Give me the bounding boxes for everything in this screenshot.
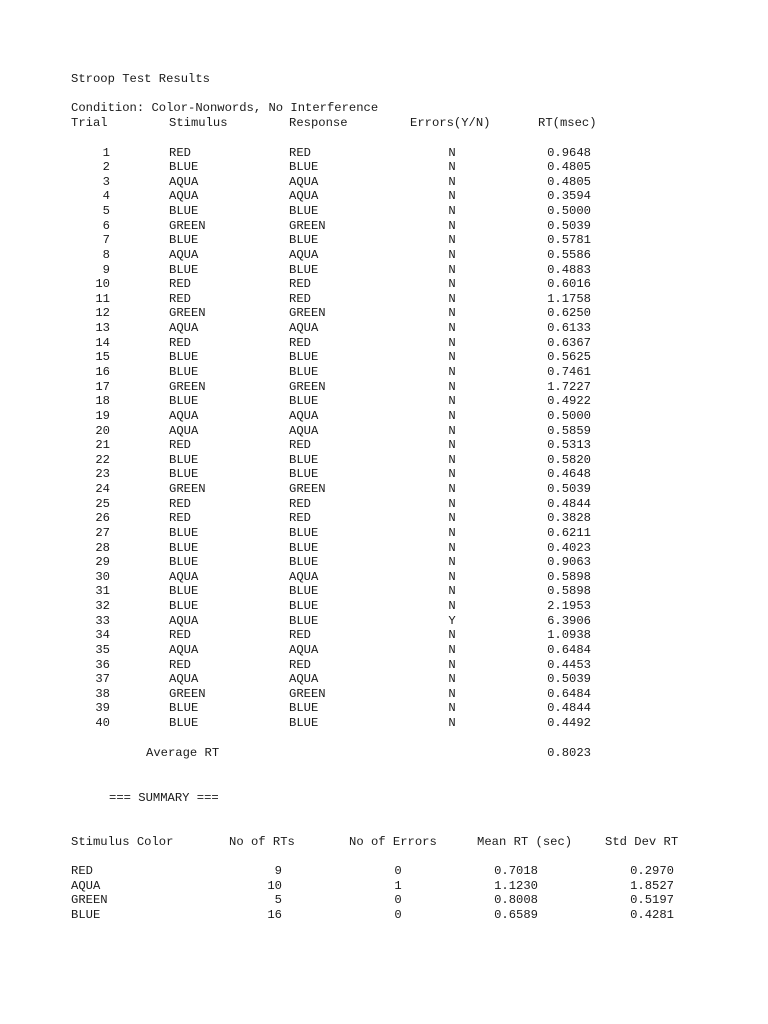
reaction-time: 0.6016 bbox=[547, 277, 591, 292]
error-flag: N bbox=[448, 247, 456, 262]
trial-number: 6 bbox=[102, 218, 110, 233]
stimulus-color: AQUA bbox=[169, 174, 199, 189]
trial-number: 8 bbox=[102, 247, 110, 262]
condition-label: Condition: Color-Nonwords, No Interference bbox=[71, 101, 379, 115]
trial-number: 7 bbox=[102, 233, 110, 248]
response-color: AQUA bbox=[289, 321, 319, 336]
summary-mean: 0.6589 bbox=[494, 907, 538, 922]
stimulus-color: AQUA bbox=[169, 569, 199, 584]
response-color: BLUE bbox=[289, 394, 319, 409]
reaction-time: 0.5000 bbox=[547, 204, 591, 218]
response-color: RED bbox=[289, 277, 311, 292]
error-flag: Y bbox=[448, 613, 456, 628]
error-flag: N bbox=[448, 306, 456, 321]
trial-number: 23 bbox=[95, 467, 110, 482]
response-color: BLUE bbox=[289, 204, 319, 218]
response-color: BLUE bbox=[289, 350, 319, 365]
stimulus-color: BLUE bbox=[169, 540, 199, 555]
error-flag: N bbox=[448, 365, 456, 379]
stimulus-color: RED bbox=[169, 291, 191, 306]
header-trial: Trial bbox=[71, 116, 108, 130]
reaction-time: 0.6484 bbox=[547, 686, 591, 701]
error-flag: N bbox=[448, 394, 456, 409]
trial-number: 35 bbox=[95, 642, 110, 657]
stimulus-color: GREEN bbox=[169, 306, 206, 321]
response-color: AQUA bbox=[289, 408, 319, 423]
error-flag: N bbox=[448, 584, 456, 599]
average-label: Average RT bbox=[146, 746, 220, 760]
stimulus-color: BLUE bbox=[169, 525, 199, 540]
error-flag: N bbox=[448, 540, 456, 555]
response-color: RED bbox=[289, 438, 311, 453]
response-color: BLUE bbox=[289, 555, 319, 570]
trial-number: 24 bbox=[95, 482, 110, 496]
summary-heading: === SUMMARY === bbox=[109, 791, 219, 805]
error-flag: N bbox=[448, 482, 456, 496]
error-flag: N bbox=[448, 160, 456, 175]
trial-number: 18 bbox=[95, 394, 110, 409]
stimulus-color: BLUE bbox=[169, 204, 199, 218]
response-color: AQUA bbox=[289, 672, 319, 687]
summary-errors: 0 bbox=[394, 907, 402, 922]
error-flag: N bbox=[448, 233, 456, 248]
error-flag: N bbox=[448, 321, 456, 336]
trial-number: 11 bbox=[95, 291, 110, 306]
reaction-time: 0.4492 bbox=[547, 716, 591, 731]
stimulus-color: RED bbox=[169, 628, 191, 643]
summary-errors: 0 bbox=[394, 864, 402, 878]
error-flag: N bbox=[448, 511, 456, 526]
summary-color: GREEN bbox=[71, 893, 108, 908]
response-color: AQUA bbox=[289, 174, 319, 189]
header-rt: RT(msec) bbox=[538, 116, 597, 130]
summary-rts: 16 bbox=[267, 907, 282, 922]
stimulus-color: BLUE bbox=[169, 394, 199, 409]
stimulus-color: BLUE bbox=[169, 555, 199, 570]
summary-header-mean: Mean RT (sec) bbox=[477, 835, 573, 849]
error-flag: N bbox=[448, 277, 456, 292]
response-color: BLUE bbox=[289, 613, 319, 628]
stimulus-color: RED bbox=[169, 438, 191, 453]
trial-number: 26 bbox=[95, 511, 110, 526]
error-flag: N bbox=[448, 599, 456, 613]
error-flag: N bbox=[448, 467, 456, 482]
reaction-time: 0.5820 bbox=[547, 452, 591, 467]
trial-number: 37 bbox=[95, 672, 110, 687]
error-flag: N bbox=[448, 452, 456, 467]
summary-errors: 0 bbox=[394, 893, 402, 908]
response-color: AQUA bbox=[289, 189, 319, 204]
summary-mean: 0.8008 bbox=[494, 893, 538, 908]
summary-header-rts: No of RTs bbox=[229, 835, 295, 849]
response-color: RED bbox=[289, 145, 311, 160]
summary-header-color: Stimulus Color bbox=[71, 835, 174, 849]
reaction-time: 2.1953 bbox=[547, 599, 591, 613]
trial-number: 34 bbox=[95, 628, 110, 643]
stimulus-color: RED bbox=[169, 145, 191, 160]
response-color: RED bbox=[289, 496, 311, 511]
response-color: BLUE bbox=[289, 701, 319, 716]
stimulus-color: BLUE bbox=[169, 599, 199, 613]
summary-mean: 1.1230 bbox=[494, 878, 538, 893]
response-color: GREEN bbox=[289, 482, 326, 496]
trial-number: 19 bbox=[95, 408, 110, 423]
reaction-time: 0.5781 bbox=[547, 233, 591, 248]
stimulus-color: BLUE bbox=[169, 365, 199, 379]
stimulus-color: BLUE bbox=[169, 160, 199, 175]
error-flag: N bbox=[448, 335, 456, 350]
header-errors: Errors(Y/N) bbox=[410, 116, 491, 130]
trial-number: 29 bbox=[95, 555, 110, 570]
stimulus-color: GREEN bbox=[169, 482, 206, 496]
reaction-time: 0.4805 bbox=[547, 160, 591, 175]
response-color: GREEN bbox=[289, 686, 326, 701]
response-color: RED bbox=[289, 657, 311, 672]
error-flag: N bbox=[448, 496, 456, 511]
stimulus-color: RED bbox=[169, 496, 191, 511]
reaction-time: 0.4648 bbox=[547, 467, 591, 482]
trial-number: 10 bbox=[95, 277, 110, 292]
trial-number: 15 bbox=[95, 350, 110, 365]
reaction-time: 0.5625 bbox=[547, 350, 591, 365]
error-flag: N bbox=[448, 189, 456, 204]
reaction-time: 0.5586 bbox=[547, 247, 591, 262]
reaction-time: 1.7227 bbox=[547, 379, 591, 394]
summary-header-sd: Std Dev RT bbox=[605, 835, 679, 849]
summary-errors: 1 bbox=[394, 878, 402, 893]
stimulus-color: AQUA bbox=[169, 189, 199, 204]
error-flag: N bbox=[448, 145, 456, 160]
reaction-time: 0.6133 bbox=[547, 321, 591, 336]
reaction-time: 0.5898 bbox=[547, 584, 591, 599]
response-color: GREEN bbox=[289, 218, 326, 233]
summary-sd: 0.4281 bbox=[630, 907, 674, 922]
response-color: BLUE bbox=[289, 233, 319, 248]
trial-number: 5 bbox=[102, 204, 110, 218]
stimulus-color: BLUE bbox=[169, 584, 199, 599]
error-flag: N bbox=[448, 628, 456, 643]
error-flag: N bbox=[448, 350, 456, 365]
reaction-time: 0.4023 bbox=[547, 540, 591, 555]
trial-number: 33 bbox=[95, 613, 110, 628]
trial-number: 1 bbox=[102, 145, 110, 160]
stimulus-color: RED bbox=[169, 335, 191, 350]
average-value: 0.8023 bbox=[547, 746, 591, 760]
trial-number: 30 bbox=[95, 569, 110, 584]
response-color: BLUE bbox=[289, 262, 319, 277]
stimulus-color: AQUA bbox=[169, 672, 199, 687]
response-color: GREEN bbox=[289, 379, 326, 394]
response-color: RED bbox=[289, 335, 311, 350]
error-flag: N bbox=[448, 204, 456, 218]
reaction-time: 0.5313 bbox=[547, 438, 591, 453]
response-color: BLUE bbox=[289, 716, 319, 731]
response-color: BLUE bbox=[289, 525, 319, 540]
trial-number: 40 bbox=[95, 716, 110, 731]
stimulus-color: AQUA bbox=[169, 613, 199, 628]
reaction-time: 0.9063 bbox=[547, 555, 591, 570]
reaction-time: 1.0938 bbox=[547, 628, 591, 643]
summary-sd: 0.2970 bbox=[630, 864, 674, 878]
stimulus-color: BLUE bbox=[169, 716, 199, 731]
trial-number: 27 bbox=[95, 525, 110, 540]
response-color: BLUE bbox=[289, 452, 319, 467]
reaction-time: 0.3594 bbox=[547, 189, 591, 204]
stimulus-color: AQUA bbox=[169, 321, 199, 336]
error-flag: N bbox=[448, 218, 456, 233]
error-flag: N bbox=[448, 672, 456, 687]
stimulus-color: GREEN bbox=[169, 379, 206, 394]
summary-rts: 5 bbox=[274, 893, 282, 908]
trial-number: 17 bbox=[95, 379, 110, 394]
trial-number: 13 bbox=[95, 321, 110, 336]
summary-header-errors: No of Errors bbox=[349, 835, 437, 849]
document-title: Stroop Test Results bbox=[71, 72, 210, 86]
stimulus-color: AQUA bbox=[169, 408, 199, 423]
stimulus-color: GREEN bbox=[169, 218, 206, 233]
trial-number: 9 bbox=[102, 262, 110, 277]
reaction-time: 0.4453 bbox=[547, 657, 591, 672]
error-flag: N bbox=[448, 408, 456, 423]
trial-number: 21 bbox=[95, 438, 110, 453]
summary-mean: 0.7018 bbox=[494, 864, 538, 878]
header-stimulus: Stimulus bbox=[169, 116, 228, 130]
trial-number: 25 bbox=[95, 496, 110, 511]
reaction-time: 1.1758 bbox=[547, 291, 591, 306]
response-color: BLUE bbox=[289, 599, 319, 613]
reaction-time: 0.3828 bbox=[547, 511, 591, 526]
stimulus-color: RED bbox=[169, 511, 191, 526]
reaction-time: 0.4844 bbox=[547, 496, 591, 511]
error-flag: N bbox=[448, 569, 456, 584]
stimulus-color: BLUE bbox=[169, 701, 199, 716]
stimulus-color: RED bbox=[169, 277, 191, 292]
reaction-time: 0.9648 bbox=[547, 145, 591, 160]
reaction-time: 0.6211 bbox=[547, 525, 591, 540]
reaction-time: 0.4922 bbox=[547, 394, 591, 409]
trial-number: 38 bbox=[95, 686, 110, 701]
response-color: AQUA bbox=[289, 642, 319, 657]
summary-rts: 10 bbox=[267, 878, 282, 893]
reaction-time: 0.5039 bbox=[547, 218, 591, 233]
trial-number: 2 bbox=[102, 160, 110, 175]
response-color: AQUA bbox=[289, 569, 319, 584]
error-flag: N bbox=[448, 686, 456, 701]
error-flag: N bbox=[448, 555, 456, 570]
stimulus-color: BLUE bbox=[169, 262, 199, 277]
reaction-time: 0.6367 bbox=[547, 335, 591, 350]
reaction-time: 6.3906 bbox=[547, 613, 591, 628]
trial-number: 31 bbox=[95, 584, 110, 599]
response-color: BLUE bbox=[289, 365, 319, 379]
reaction-time: 0.5039 bbox=[547, 672, 591, 687]
error-flag: N bbox=[448, 174, 456, 189]
error-flag: N bbox=[448, 701, 456, 716]
summary-rts: 9 bbox=[274, 864, 282, 878]
response-color: GREEN bbox=[289, 306, 326, 321]
stimulus-color: RED bbox=[169, 657, 191, 672]
trial-number: 36 bbox=[95, 657, 110, 672]
stimulus-color: BLUE bbox=[169, 452, 199, 467]
reaction-time: 0.5859 bbox=[547, 423, 591, 438]
error-flag: N bbox=[448, 262, 456, 277]
trial-number: 14 bbox=[95, 335, 110, 350]
reaction-time: 0.6484 bbox=[547, 642, 591, 657]
response-color: RED bbox=[289, 628, 311, 643]
reaction-time: 0.4883 bbox=[547, 262, 591, 277]
response-color: RED bbox=[289, 511, 311, 526]
stimulus-color: AQUA bbox=[169, 247, 199, 262]
error-flag: N bbox=[448, 423, 456, 438]
summary-color: BLUE bbox=[71, 907, 101, 922]
reaction-time: 0.7461 bbox=[547, 365, 591, 379]
stimulus-color: BLUE bbox=[169, 350, 199, 365]
reaction-time: 0.6250 bbox=[547, 306, 591, 321]
summary-sd: 1.8527 bbox=[630, 878, 674, 893]
error-flag: N bbox=[448, 657, 456, 672]
trial-number: 32 bbox=[95, 599, 110, 613]
header-response: Response bbox=[289, 116, 348, 130]
error-flag: N bbox=[448, 642, 456, 657]
stimulus-color: GREEN bbox=[169, 686, 206, 701]
error-flag: N bbox=[448, 438, 456, 453]
stimulus-color: AQUA bbox=[169, 423, 199, 438]
trial-number: 4 bbox=[102, 189, 110, 204]
summary-color: AQUA bbox=[71, 878, 101, 893]
response-color: BLUE bbox=[289, 467, 319, 482]
response-color: AQUA bbox=[289, 423, 319, 438]
error-flag: N bbox=[448, 525, 456, 540]
stimulus-color: BLUE bbox=[169, 233, 199, 248]
trial-number: 20 bbox=[95, 423, 110, 438]
response-color: BLUE bbox=[289, 160, 319, 175]
error-flag: N bbox=[448, 379, 456, 394]
stimulus-color: AQUA bbox=[169, 642, 199, 657]
trial-number: 39 bbox=[95, 701, 110, 716]
stimulus-color: BLUE bbox=[169, 467, 199, 482]
response-color: RED bbox=[289, 291, 311, 306]
reaction-time: 0.5898 bbox=[547, 569, 591, 584]
trial-number: 12 bbox=[95, 306, 110, 321]
trial-number: 16 bbox=[95, 365, 110, 379]
reaction-time: 0.5039 bbox=[547, 482, 591, 496]
error-flag: N bbox=[448, 716, 456, 731]
reaction-time: 0.5000 bbox=[547, 408, 591, 423]
trial-number: 28 bbox=[95, 540, 110, 555]
response-color: AQUA bbox=[289, 247, 319, 262]
summary-sd: 0.5197 bbox=[630, 893, 674, 908]
reaction-time: 0.4844 bbox=[547, 701, 591, 716]
response-color: BLUE bbox=[289, 584, 319, 599]
reaction-time: 0.4805 bbox=[547, 174, 591, 189]
summary-color: RED bbox=[71, 864, 93, 878]
response-color: BLUE bbox=[289, 540, 319, 555]
error-flag: N bbox=[448, 291, 456, 306]
trial-number: 3 bbox=[102, 174, 110, 189]
trial-number: 22 bbox=[95, 452, 110, 467]
